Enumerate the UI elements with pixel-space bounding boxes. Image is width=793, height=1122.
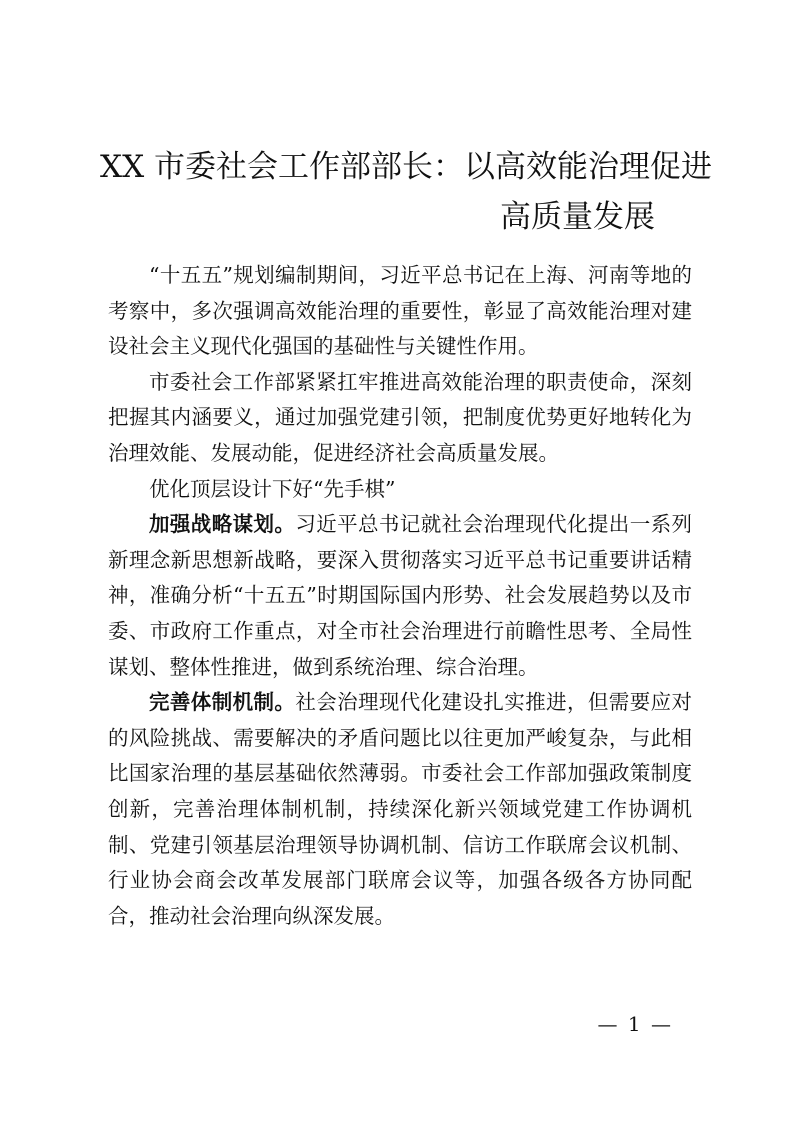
section-heading: [108, 472, 692, 508]
section-heading-text: 优化顶层设计下好“先手棋”: [149, 476, 396, 501]
paragraph-text: “十五五”规划编制期间，习近平总书记在上海、河南等地的考察中，多次强调高效能治理的重要性，彰显了高效能治理对建设社会主义现代化强国的基础性与关键性作用。: [108, 263, 692, 359]
paragraph-2: [108, 365, 692, 472]
document-title: [100, 142, 712, 242]
document-body: [108, 258, 692, 934]
paragraph-text: 习近平总书记就社会治理现代化提出一系列新理念新思想新战略，要深入贯彻落实习近平总书记重要讲话精神，准确分析“十五五”时期国际国内形势、社会发展趋势以及市委、市政府工作重点，对全市社会治理进行前瞻性思考、全局性谋划、整体性推进，做到系统治理、综合治理。: [108, 512, 693, 679]
paragraph-text: 市委社会工作部紧紧扛牢推进高效能治理的职责使命，深刻把握其内涵要义，通过加强党建引领，把制度优势更好地转化为治理效能、发展动能，促进经济社会高质量发展。: [108, 369, 692, 465]
paragraph-1: [108, 258, 692, 365]
title-line-2: 高质量发展: [500, 199, 655, 235]
paragraph-5: [108, 685, 692, 934]
page-number: — 1 —: [597, 1012, 673, 1036]
paragraph-text: 社会治理现代化建设扎实推进，但需要应对的风险挑战、需要解决的矛盾问题比以往更加严峻复杂，与此相比国家治理的基层基础依然薄弱。市委社会工作部加强政策制度创新，完善治理体制机制，持续深化新兴领域党建工作协调机制、党建引领基层治理领导协调机制、信访工作联席会议机制、行业协会商会改革发展部门联席会议等，加强各级各方协同配合，推动社会治理向纵深发展。: [108, 690, 693, 928]
paragraph-4: [108, 507, 692, 685]
paragraph-lead: 完善体制机制。: [149, 690, 296, 715]
title-line-1: XX 市委社会工作部部长：以高效能治理促进: [100, 149, 712, 185]
paragraph-lead: 加强战略谋划。: [149, 512, 296, 537]
